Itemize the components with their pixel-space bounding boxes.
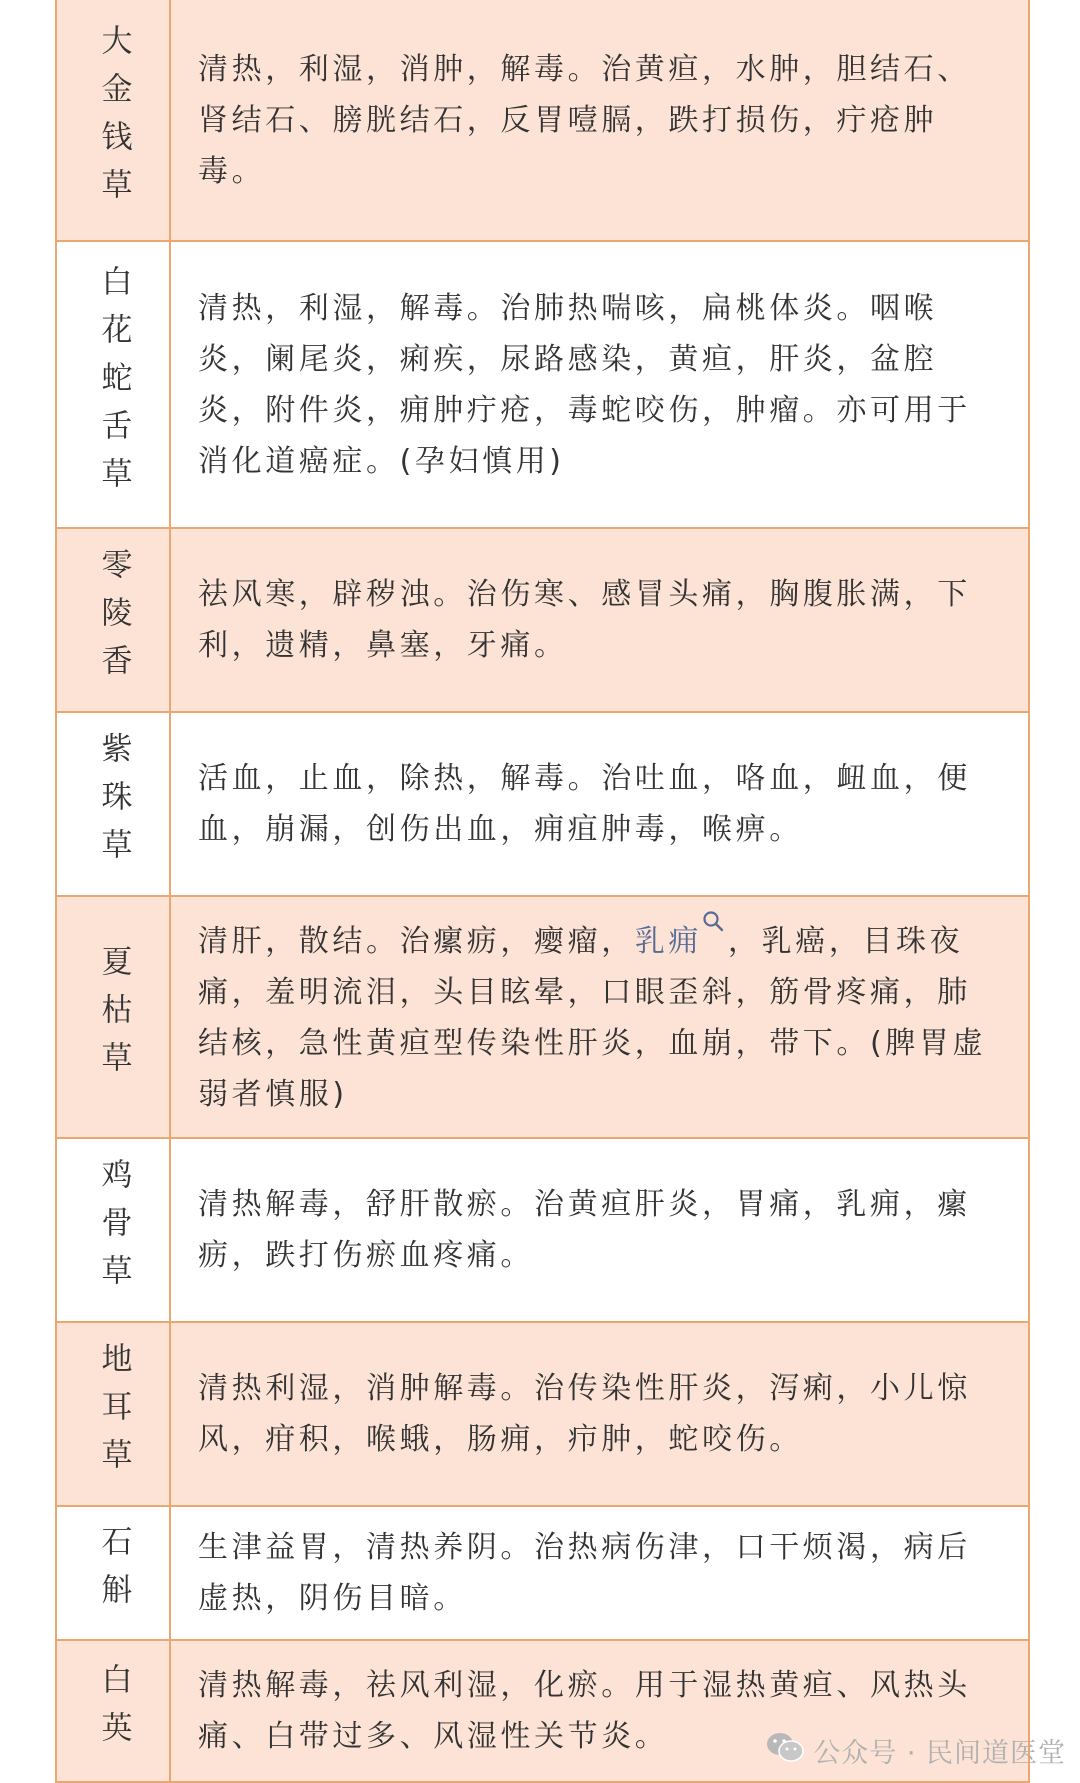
herb-desc-cell <box>171 529 1028 711</box>
herb-desc: 清热利湿，消肿解毒。治传染性肝炎，泻痢，小儿惊风，疳积，喉蛾，肠痈，疖肿，蛇咬伤。 <box>198 1371 971 1457</box>
herb-name: 夏枯草 <box>95 945 132 1089</box>
table-row <box>57 897 1028 1139</box>
herb-name-cell <box>57 713 171 895</box>
herb-desc: 祛风寒，辟秽浊。治伤寒、感冒头痛，胸腹胀满，下利，遗精，鼻塞，牙痛。 <box>198 577 971 663</box>
herb-desc: 清热，利湿，解毒。治肺热喘咳，扁桃体炎。咽喉炎，阑尾炎，痢疾，尿路感染，黄疸，肝炎，盆腔炎，附件炎，痈肿疔疮，毒蛇咬伤，肿瘤。亦可用于消化道癌症。(孕妇慎用) <box>198 290 971 479</box>
wechat-icon <box>765 1730 805 1771</box>
table-row <box>57 529 1028 713</box>
herb-desc-cell <box>171 897 1028 1137</box>
watermark-text: 公众号 · 民间道医堂 <box>813 1738 1066 1769</box>
herb-name-cell <box>57 1139 171 1321</box>
table-row <box>57 242 1028 529</box>
herb-name: 紫珠草 <box>95 732 132 876</box>
herb-desc: 清热，利湿，消肿，解毒。治黄疸，水肿，胆结石、肾结石、膀胱结石，反胃噎膈，跌打损伤，疔疮肿毒。 <box>198 51 971 189</box>
herb-name: 白花蛇舌草 <box>95 264 132 505</box>
herb-desc: 生津益胃，清热养阴。治热病伤津，口干烦渴，病后虚热，阴伤目暗。 <box>198 1530 971 1616</box>
search-link[interactable]: 乳痈 <box>634 924 703 959</box>
herb-desc-cell <box>171 242 1028 527</box>
herb-desc-cell <box>171 0 1028 240</box>
herb-name-cell <box>57 1323 171 1505</box>
herb-desc-cell <box>171 1323 1028 1505</box>
herb-desc-part: 清肝，散结。治瘰疬，瘿瘤， <box>198 924 635 959</box>
herb-desc: 清热解毒，舒肝散瘀。治黄疸肝炎，胃痛，乳痈，瘰疬，跌打伤瘀血疼痛。 <box>198 1187 971 1273</box>
search-icon[interactable] <box>702 914 728 940</box>
herb-desc <box>198 914 998 1120</box>
herb-name: 白英 <box>95 1663 132 1759</box>
herb-desc-part: ，乳癌，目珠夜痛，羞明流泪，头目眩晕，口眼歪斜，筋骨疼痛，肺结核，急性黄疸型传染性肝炎，血崩，带下。(脾胃虚弱者慎服) <box>198 924 987 1112</box>
herb-name: 石斛 <box>95 1525 132 1621</box>
table-row <box>57 713 1028 897</box>
herb-table <box>55 0 1030 1783</box>
herb-desc: 活血，止血，除热，解毒。治吐血，咯血，衄血，便血，崩漏，创伤出血，痈疽肿毒，喉痹。 <box>198 761 971 847</box>
herb-name: 鸡骨草 <box>95 1158 132 1302</box>
herb-name-cell <box>57 0 171 240</box>
herb-desc-cell <box>171 1139 1028 1321</box>
herb-name: 大金钱草 <box>95 24 132 216</box>
herb-name-cell <box>57 1641 171 1781</box>
herb-name-cell <box>57 1507 171 1639</box>
herb-desc-cell <box>171 713 1028 895</box>
table-row <box>57 1139 1028 1323</box>
herb-name: 零陵香 <box>95 548 132 692</box>
table-row <box>57 1507 1028 1641</box>
table-row <box>57 0 1028 242</box>
watermark <box>765 1730 1066 1771</box>
herb-name: 地耳草 <box>95 1342 132 1486</box>
herb-desc: 清热解毒，祛风利湿，化瘀。用于湿热黄疸、风热头痛、白带过多、风湿性关节炎。 <box>198 1668 971 1754</box>
herb-name-cell <box>57 242 171 527</box>
table-row <box>57 1323 1028 1507</box>
herb-name-cell <box>57 897 171 1137</box>
herb-desc-cell <box>171 1507 1028 1639</box>
herb-name-cell <box>57 529 171 711</box>
